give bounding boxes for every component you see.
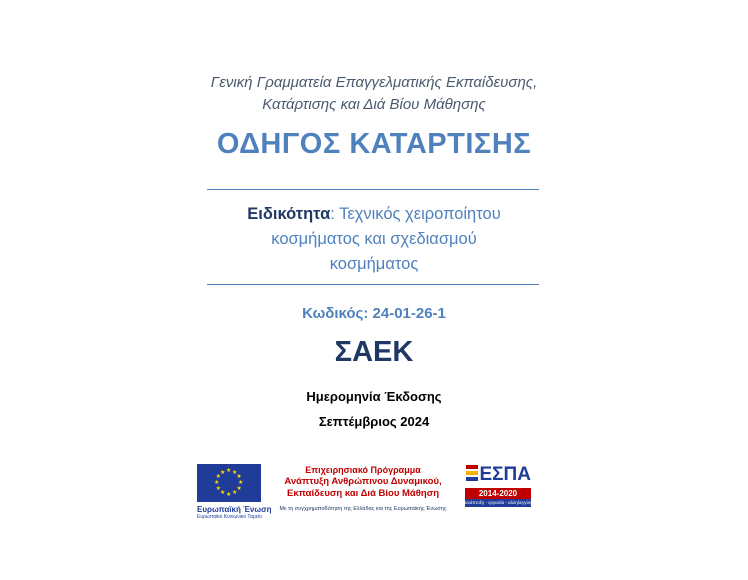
espa-mark-icon [465,464,477,486]
bottom-divider [207,284,539,285]
specialty-label: Ειδικότητα [247,205,331,223]
operational-program-logo [265,465,461,512]
specialty-code: Κωδικός: 24-01-26-1 [302,305,446,322]
issue-date-value: Σεπτέμβριος 2024 [318,414,430,429]
specialty-text-1: Τεχνικός χειροποίητου [339,205,501,223]
eu-star-icon: ★ [232,469,238,476]
eu-star-icon: ★ [220,469,226,476]
espa-tagline: ανάπτυξη - εργασία - αλληλεγγύη [465,500,532,505]
eu-star-icon: ★ [215,486,221,492]
cofinance-note: Με τη συγχρηματοδότηση της Ελλάδας και της Ευρωπαϊκής Ένωσης [279,506,447,512]
funding-logos-banner [197,462,537,518]
eu-name: Ευρωπαϊκή Ένωση [197,505,272,514]
program-line-3: Εκπαίδευση και Διά Βίου Μάθηση [286,488,440,499]
issue-date-label: Ημερομηνία Έκδοσης [306,389,442,404]
eu-star-icon: ★ [232,490,238,497]
eu-star-icon: ★ [214,480,220,486]
eu-star-icon: ★ [220,490,226,497]
specialty-separator: : [330,205,340,223]
eu-star-icon: ★ [236,486,242,492]
espa-logo [465,464,531,507]
eu-fund-name: Ευρωπαϊκό Κοινωνικό Ταμείο [197,514,262,520]
specialty-block [0,202,748,277]
espa-wordmark: ΕΣΠΑ [479,464,531,485]
institution-name: ΣΑΕΚ [334,336,414,368]
specialty-line-1 [0,202,748,227]
eu-star-icon: ★ [236,474,242,480]
organization-line-2: Κατάρτισης και Διά Βίου Μάθησης [262,96,486,113]
eu-star-icon: ★ [226,492,232,498]
program-line-1: Επιχειρησιακό Πρόγραμμα [305,465,421,475]
organization-line-1: Γενική Γραμματεία Επαγγελματικής Εκπαίδευσης, [210,74,538,91]
eu-flag-icon [197,464,261,502]
program-line-2: Ανάπτυξη Ανθρώπινου Δυναμικού, [284,476,442,487]
eu-star-icon: ★ [238,480,244,486]
eu-star-icon: ★ [226,468,232,474]
espa-years: 2014-2020 [465,488,531,499]
top-divider [207,189,539,190]
organization-name [0,72,748,116]
eu-star-icon: ★ [215,474,221,480]
eu-logo [197,464,272,520]
specialty-line-2: κοσμήματος και σχεδιασμού [271,230,477,248]
document-title: ΟΔΗΓΟΣ ΚΑΤΑΡΤΙΣΗΣ [216,128,532,160]
specialty-line-3: κοσμήματος [329,255,419,273]
